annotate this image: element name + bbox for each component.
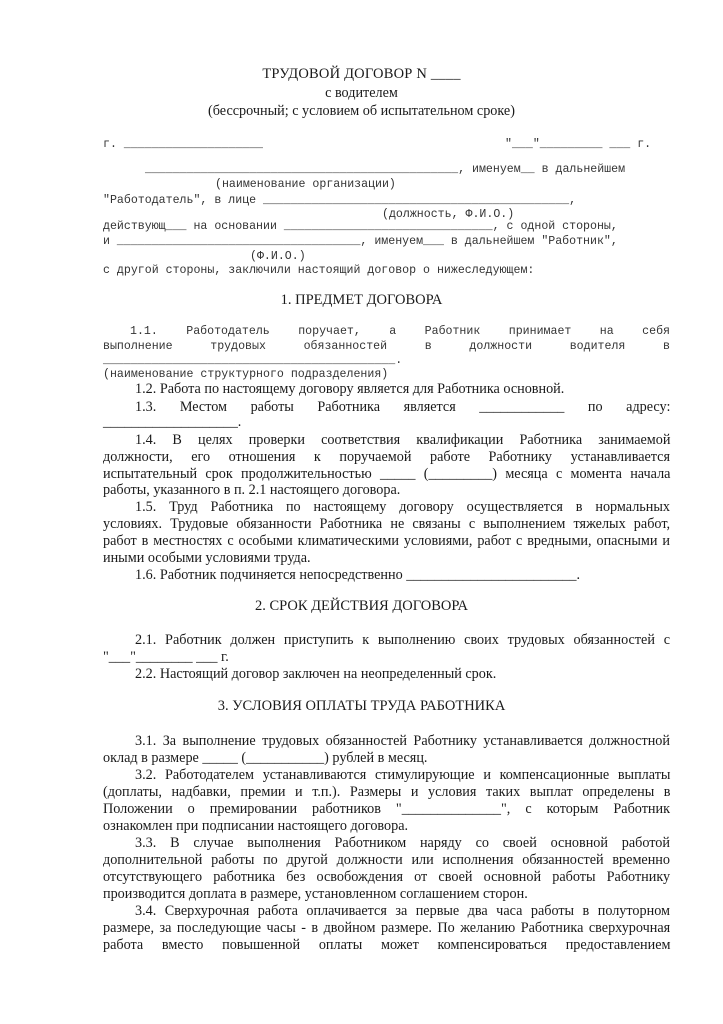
clause-1-4-line-1: 1.4. В целях проверки соответствия квалификации Работника занимаемой	[135, 432, 671, 448]
clause-1-5-line-1: 1.5. Труд Работника по настоящему договору осуществляется в нормальных	[135, 499, 670, 515]
clause-3-2-line-2: (доплаты, надбавки, премии и т.п.). Размеры и условия таких выплат определены в	[103, 784, 671, 800]
clause-1-5-line-2: условиях. Трудовые обязанности Работника не связаны с выполнением тяжелых работ,	[103, 516, 670, 532]
clause-3-4-line-3: работа вместо повышенной оплаты может компенсироваться предоставлением	[103, 937, 671, 953]
clause-1-5-line-4: иными особыми условиями труда.	[103, 550, 311, 566]
clause-1-1-line-1: 1.1. Работодатель поручает, а Работник принимает на себя	[130, 325, 670, 338]
fio-caption: (Ф.И.О.)	[250, 250, 306, 263]
employer-line: "Работодатель", в лице ____________________________________________,	[103, 194, 577, 207]
clause-3-3-line-3: отсутствующего работника без освобождения от своей основной работы Работнику	[103, 869, 671, 885]
subdivision-caption: (наименование структурного подразделения)	[103, 368, 389, 381]
city-field: г. ____________________	[103, 138, 264, 151]
organization-line: _____________________________________________, именуем__ в дальнейшем	[145, 163, 626, 176]
section-2-heading: 2. СРОК ДЕЙСТВИЯ ДОГОВОРА	[254, 598, 469, 614]
clause-2-1-line-1: 2.1. Работник должен приступить к выполнению своих трудовых обязанностей с	[135, 632, 670, 648]
clause-1-4-line-4: работы, указанного в п. 2.1 настоящего договора.	[103, 482, 401, 498]
clause-1-2: 1.2. Работа по настоящему договору является для Работника основной.	[135, 381, 565, 397]
clause-2-2: 2.2. Настоящий договор заключен на неопределенный срок.	[135, 666, 497, 682]
clause-3-2-line-3: Положении о премировании работников "______________", с которым Работник	[103, 801, 670, 817]
employee-line: и ___________________________________, именуем___ в дальнейшем "Работник",	[103, 235, 618, 248]
start-date-field: "___"________ ___ г.	[103, 649, 229, 665]
clause-1-3-line-1: 1.3. Местом работы Работника является ____________ по адресу:	[135, 399, 671, 415]
clause-1-4-line-2: должности, его отношения к поручаемой работе Работнику устанавливается	[103, 449, 671, 465]
clause-3-3-line-2: дополнительной работы по другой должности или исполнения обязанностей временно	[103, 852, 670, 868]
position-caption: (должность, Ф.И.О.)	[382, 208, 515, 221]
section-3-heading: 3. УСЛОВИЯ ОПЛАТЫ ТРУДА РАБОТНИКА	[217, 698, 506, 714]
clause-3-2-line-4: ознакомлен при подписании настоящего договора.	[103, 818, 409, 834]
clause-1-4-line-3: испытательный срок продолжительностью _____ (_________) месяца с момента начала	[103, 466, 671, 482]
other-side-line: с другой стороны, заключили настоящий договор о нижеследующем:	[103, 264, 535, 277]
document-title: ТРУДОВОЙ ДОГОВОР N ____	[262, 66, 461, 82]
clause-3-3-line-1: 3.3. В случае выполнения Работником наряду со своей основной работой	[135, 835, 670, 851]
subdivision-field: __________________________________________.	[103, 354, 403, 367]
document-subtitle: с водителем	[325, 85, 398, 101]
acting-basis-line: действующ___ на основании ______________________________, с одной стороны,	[103, 220, 618, 233]
clause-1-5-line-3: работ в местностях с особыми климатическими условиями, работ с вредными, опасными и	[103, 533, 670, 549]
document-subtitle-note: (бессрочный; с условием об испытательном сроке)	[208, 103, 515, 119]
salary-field-line: оклад в размере _____ (___________) рублей в месяц.	[103, 750, 428, 766]
section-1-heading: 1. ПРЕДМЕТ ДОГОВОРА	[280, 292, 443, 308]
clause-3-4-line-2: размере, за последующие часы - в двойном размере. По желанию Работника сверхурочная	[103, 920, 671, 936]
clause-1-1-line-2: выполнение трудовых обязанностей в должности водителя в	[103, 340, 670, 353]
clause-1-3-line-2: ___________________.	[103, 414, 242, 430]
date-field: "___"_________ ___ г.	[505, 138, 652, 151]
clause-3-2-line-1: 3.2. Работодателем устанавливаются стимулирующие и компенсационные выплаты	[135, 767, 671, 783]
clause-3-1-line-1: 3.1. За выполнение трудовых обязанностей Работнику устанавливается должностной	[135, 733, 670, 749]
organization-caption: (наименование организации)	[215, 178, 396, 191]
clause-3-3-line-4: производится доплата в размере, установленном соглашением сторон.	[103, 886, 528, 902]
clause-1-6: 1.6. Работник подчиняется непосредственно ________________________.	[135, 567, 581, 583]
clause-3-4-line-1: 3.4. Сверхурочная работа оплачивается за первые два часа работы в полуторном	[135, 903, 670, 919]
